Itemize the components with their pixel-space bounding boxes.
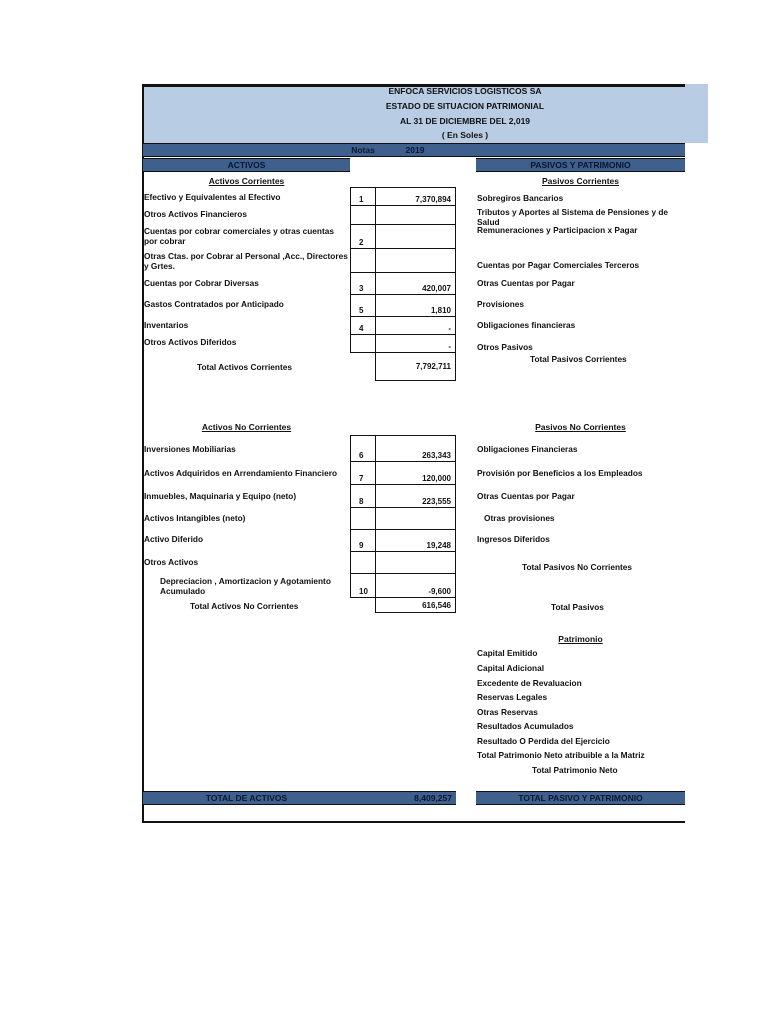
note-number: 5 — [359, 306, 364, 315]
equity-label: Resultados Acumulados — [477, 721, 574, 731]
value-cell — [375, 529, 456, 552]
company-name: ENFOCA SERVICIOS LOGISTICOS SA — [388, 86, 542, 96]
current-assets-title: Activos Corrientes — [208, 176, 285, 186]
total-noncurrent-assets-label: Total Activos No Corrientes — [190, 601, 299, 611]
asset-label: Cuentas por cobrar comerciales y otras cuentas por cobrar — [144, 226, 334, 246]
note-number: 4 — [359, 324, 364, 333]
asset-value: - — [448, 324, 451, 333]
asset-value: 7,370,894 — [415, 195, 451, 204]
asset-label: Depreciacion , Amortizacion y Agotamiento Acumulado — [160, 576, 331, 596]
noncurrent-assets-title: Activos No Corrientes — [201, 422, 292, 432]
liability-label: Tributos y Aportes al Sistema de Pensiones y de Salud — [477, 207, 669, 227]
value-cell — [375, 484, 456, 508]
liability-label: Remuneraciones y Participacion x Pagar — [477, 225, 638, 235]
asset-label: Activo Diferido — [144, 534, 204, 544]
asset-value: 120,000 — [422, 474, 451, 483]
total-noncurrent-assets-value: 616,546 — [422, 601, 451, 610]
liability-label: Otras Cuentas por Pagar — [477, 278, 575, 288]
note-number: 1 — [359, 195, 364, 204]
value-cell — [375, 248, 456, 273]
liability-label: Otras Cuentas por Pagar — [477, 491, 575, 501]
total-liabilities-equity-label: TOTAL PASIVO Y PATRIMONIO — [518, 793, 643, 803]
value-cell — [375, 205, 456, 225]
value-cell — [375, 316, 456, 335]
note-cell — [350, 334, 376, 353]
note-cell — [350, 205, 376, 225]
current-liabilities-title: Pasivos Corrientes — [541, 176, 619, 186]
asset-value: 223,555 — [422, 497, 451, 506]
asset-value: 1,810 — [430, 306, 451, 315]
note-cell — [350, 551, 376, 574]
assets-title: ACTIVOS — [227, 160, 266, 170]
value-cell — [375, 334, 456, 353]
liability-label: Otros Pasivos — [477, 342, 533, 352]
value-cell — [375, 551, 456, 574]
asset-label: Cuentas por Cobrar Diversas — [144, 278, 259, 288]
value-cell — [375, 272, 456, 295]
bottom-border — [142, 821, 685, 823]
note-number: 3 — [359, 284, 364, 293]
statement-title: ESTADO DE SITUACION PATRIMONIAL — [385, 101, 545, 111]
asset-value: - — [448, 342, 451, 351]
asset-label: Efectivo y Equivalentes al Efectivo — [144, 192, 281, 202]
note-cell — [350, 484, 376, 508]
liabilities-title: PASIVOS Y PATRIMONIO — [530, 160, 631, 170]
equity-label: Excedente de Revaluacion — [477, 678, 582, 688]
asset-label: Otros Activos — [144, 557, 199, 567]
year-label: 2019 — [405, 145, 425, 155]
equity-label: Capital Emitido — [477, 648, 538, 658]
total-equity-label: Total Patrimonio Neto — [532, 765, 618, 775]
note-number: 7 — [359, 474, 364, 483]
note-cell — [350, 224, 376, 249]
liability-label: Ingresos Diferidos — [477, 534, 550, 544]
value-cell — [375, 187, 456, 206]
note-cell — [350, 461, 376, 485]
total-liabilities-label: Total Pasivos — [551, 602, 604, 612]
liability-label: Provisiones — [477, 299, 525, 309]
note-cell — [350, 248, 376, 273]
note-number: 2 — [359, 238, 364, 247]
value-cell — [375, 435, 456, 462]
liability-label: Obligaciones Financieras — [477, 444, 578, 454]
liability-label: Provisión por Beneficios a los Empleados — [477, 468, 643, 478]
note-number: 9 — [359, 541, 364, 550]
asset-label: Gastos Contratados por Anticipado — [144, 299, 284, 309]
note-number: 10 — [359, 587, 368, 596]
asset-label: Activos Intangibles (neto) — [144, 513, 246, 523]
equity-label: Otras Reservas — [477, 707, 538, 717]
note-cell — [350, 435, 376, 462]
note-cell — [350, 529, 376, 552]
total-current-liabilities-label: Total Pasivos Corrientes — [530, 354, 627, 364]
noncurrent-liabilities-title: Pasivos No Corrientes — [535, 422, 626, 432]
total-current-assets-cell — [375, 352, 456, 381]
equity-title: Patrimonio — [558, 634, 603, 644]
liability-label: Otras provisiones — [484, 513, 555, 523]
total-noncurrent-liabilities-label: Total Pasivos No Corrientes — [522, 562, 633, 572]
value-cell — [375, 294, 456, 317]
total-assets-label: TOTAL DE ACTIVOS — [205, 793, 288, 803]
asset-label: Otros Activos Financieros — [144, 209, 247, 219]
equity-label: Capital Adicional — [477, 663, 544, 673]
equity-label: Resultado O Perdida del Ejercicio — [477, 736, 610, 746]
note-cell — [350, 507, 376, 530]
note-number: 6 — [359, 451, 364, 460]
note-cell — [350, 316, 376, 335]
asset-label: Inmuebles, Maquinaria y Equipo (neto) — [144, 491, 297, 501]
total-assets-value: 8,409,257 — [414, 793, 452, 803]
statement-date: AL 31 DE DICIEMBRE DEL 2,019 — [399, 116, 531, 126]
asset-label: Inversiones Mobiliarias — [144, 444, 236, 454]
liability-label: Obligaciones financieras — [477, 320, 576, 330]
equity-label: Reservas Legales — [477, 692, 548, 702]
asset-label: Otras Ctas. por Cobrar al Personal ,Acc., Directores y Grtes. — [144, 251, 348, 271]
total-noncurrent-assets-cell — [375, 597, 456, 613]
currency-note: ( En Soles ) — [441, 130, 489, 140]
total-current-assets-label: Total Activos Corrientes — [197, 362, 292, 372]
note-cell — [350, 573, 376, 598]
value-cell — [375, 224, 456, 249]
value-cell — [375, 507, 456, 530]
note-number: 8 — [359, 497, 364, 506]
value-cell — [375, 461, 456, 485]
liability-label: Sobregiros Bancarios — [477, 193, 564, 203]
liability-label: Cuentas por Pagar Comerciales Terceros — [477, 260, 640, 270]
notes-label: Notas — [351, 145, 375, 155]
value-cell — [375, 573, 456, 598]
note-cell — [350, 272, 376, 295]
equity-label: Total Patrimonio Neto atribuible a la Matriz — [477, 750, 645, 760]
asset-label: Inventarios — [144, 320, 189, 330]
asset-value: 19,248 — [426, 541, 451, 550]
note-cell — [350, 294, 376, 317]
note-cell — [350, 187, 376, 206]
asset-value: -9,600 — [428, 587, 451, 596]
asset-value: 420,007 — [422, 284, 451, 293]
asset-value: 263,343 — [422, 451, 451, 460]
total-current-assets-value: 7,792,711 — [415, 362, 451, 371]
asset-label: Otros Activos Diferidos — [144, 337, 237, 347]
asset-label: Activos Adquiridos en Arrendamiento Financiero — [144, 468, 338, 478]
